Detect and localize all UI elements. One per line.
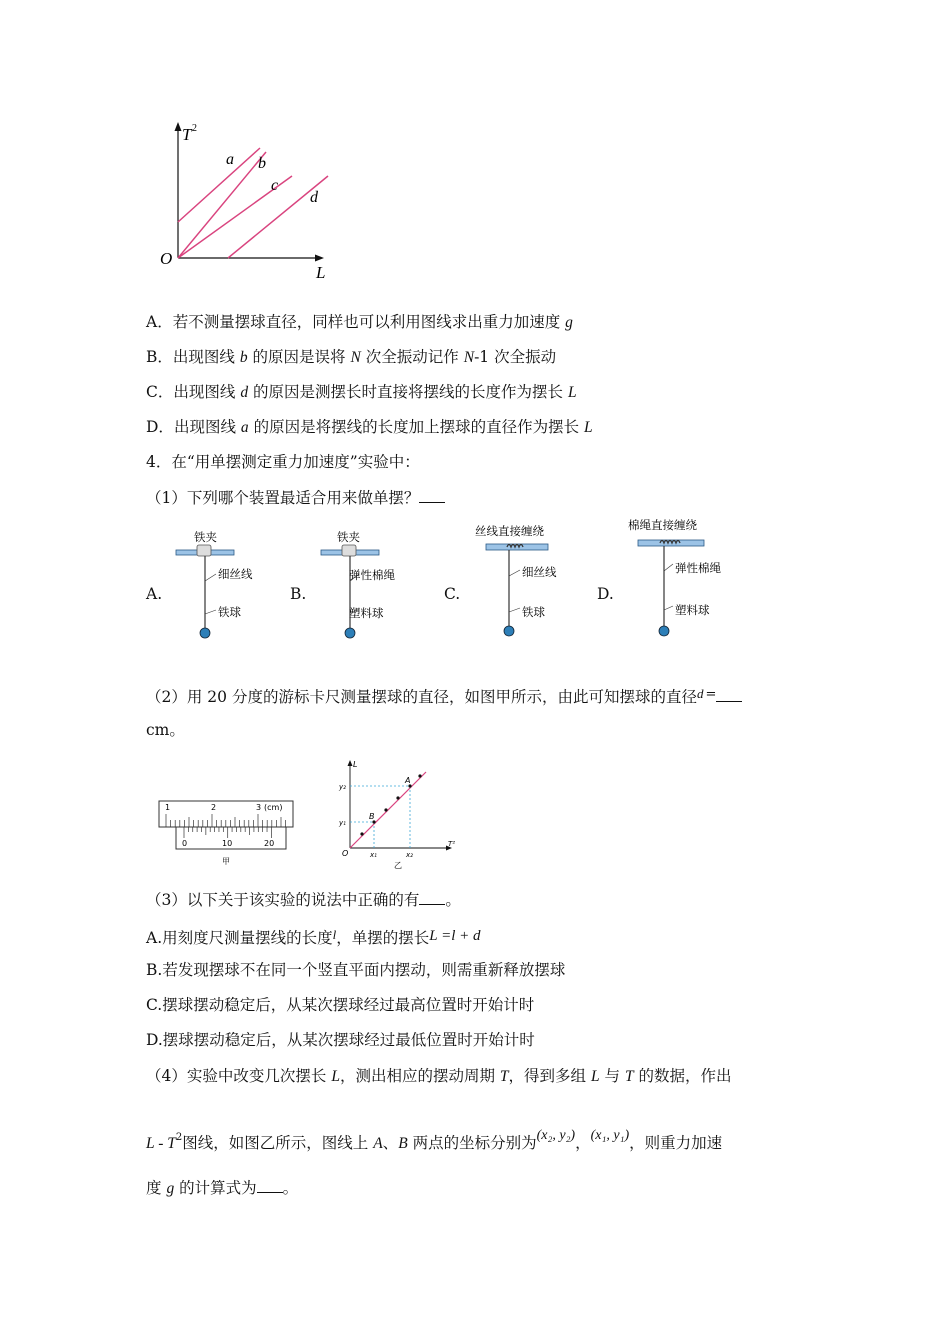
apparatus-c [474, 522, 584, 642]
svg-text:y₁: y₁ [339, 819, 346, 827]
svg-text:L: L [353, 760, 358, 769]
svg-text:0: 0 [182, 839, 188, 848]
svg-text:棉绳直接缠绕: 棉绳直接缠绕 [628, 518, 697, 532]
svg-text:y₂: y₂ [339, 783, 346, 791]
iron-ball-icon [504, 626, 514, 636]
apparatus-letter-c: C. [444, 585, 461, 603]
svg-text:细丝线: 细丝线 [218, 567, 253, 581]
answer-blank[interactable] [419, 890, 445, 905]
svg-text:B: B [369, 812, 375, 821]
y-axis-sup: 2 [192, 123, 197, 134]
line-label-b: b [258, 155, 266, 172]
question-4-part4-line2: L - $T^2$图线，如图乙所示，图线上 A、B 两点的坐标分别为(x₂, y₂)，(x₁, y₁)，则重力加速 [146, 1128, 723, 1152]
answer-blank[interactable] [716, 687, 742, 702]
question-4-part3: （3）以下关于该实验的说法中正确的有 。 [146, 891, 461, 909]
svg-text:细丝线: 细丝线 [522, 565, 557, 579]
line-label-a: a [226, 151, 234, 168]
svg-text:x₂: x₂ [406, 851, 413, 859]
line-label-c: c [271, 177, 279, 194]
iron-ball-icon [200, 628, 210, 638]
svg-text:20: 20 [264, 839, 275, 848]
svg-text:丝线直接缠绕: 丝线直接缠绕 [475, 524, 544, 538]
part3-option-d: D.摆球摆动稳定后，从某次摆球经过最低位置时开始计时 [146, 1031, 535, 1049]
svg-text:弹性棉绳: 弹性棉绳 [675, 561, 721, 575]
option-a: A．若不测量摆球直径，同样也可以利用图线求出重力加速度 g [146, 313, 573, 331]
apparatus-letter-b: B. [290, 585, 307, 603]
answer-blank[interactable] [419, 488, 445, 503]
plastic-ball-icon [345, 628, 355, 638]
part3-option-b: B.若发现摆球不在同一个竖直平面内摆动，则需重新释放摆球 [146, 961, 566, 979]
svg-text:(cm): (cm) [264, 803, 283, 812]
x-axis-label: L [316, 263, 326, 282]
svg-text:T²: T² [448, 840, 456, 848]
question-4-part4-line1: （4）实验中改变几次摆长 L，测出相应的摆动周期 T，得到多组 L 与 T 的数据，作出 [146, 1067, 732, 1085]
svg-text:3: 3 [256, 803, 262, 812]
plastic-ball-icon [659, 626, 669, 636]
answer-blank[interactable] [257, 1178, 283, 1193]
question-4-part1: （1）下列哪个装置最适合用来做单摆？ [146, 488, 445, 508]
part3-option-a: A.用刻度尺测量摆线的长度$^l$，单摆的摆长L =l + d [146, 927, 481, 947]
svg-text:甲: 甲 [222, 857, 230, 866]
svg-text:1: 1 [165, 803, 171, 812]
svg-text:O: O [342, 849, 349, 858]
option-c: C．出现图线 d 的原因是测摆长时直接将摆线的长度作为摆长 L [146, 383, 577, 401]
question-4-title: 4．在“用单摆测定重力加速度”实验中： [146, 453, 420, 471]
origin-label: O [160, 249, 173, 268]
apparatus-d [628, 516, 738, 642]
svg-text:10: 10 [222, 839, 233, 848]
question-4-part4-line3: 度 g 的计算式为 。 [146, 1179, 299, 1197]
svg-text:铁球: 铁球 [522, 605, 545, 619]
apparatus-a [172, 526, 272, 644]
svg-text:铁夹: 铁夹 [194, 530, 217, 544]
part3-option-c: C.摆球摆动稳定后，从某次摆球经过最高位置时开始计时 [146, 996, 535, 1014]
svg-text:铁夹: 铁夹 [337, 530, 360, 544]
svg-text:乙: 乙 [394, 861, 402, 870]
l-t2-graph [336, 756, 464, 872]
line-a [178, 148, 260, 222]
option-b: B．出现图线 b 的原因是误将 N 次全振动记作 N-1 次全振动 [146, 348, 557, 366]
svg-text:A: A [405, 776, 411, 785]
line-label-d: d [310, 189, 318, 206]
svg-text:铁球: 铁球 [218, 605, 241, 619]
option-d: D．出现图线 a 的原因是将摆线的长度加上摆球的直径作为摆长 L [146, 418, 593, 436]
svg-text:弹性棉绳: 弹性棉绳 [349, 568, 395, 582]
apparatus-letter-a: A. [146, 585, 163, 603]
svg-text:塑料球: 塑料球 [349, 606, 384, 620]
y-axis-label: T [182, 125, 192, 144]
vernier-caliper-figure [156, 798, 298, 870]
apparatus-b [319, 526, 419, 644]
t2-l-graph [150, 118, 350, 283]
svg-text:塑料球: 塑料球 [675, 603, 710, 617]
apparatus-letter-d: D. [597, 585, 614, 603]
question-4-part2-unit: cm。 [146, 721, 185, 739]
svg-text:x₁: x₁ [370, 851, 377, 859]
question-4-part2: （2）用 20 分度的游标卡尺测量摆球的直径，如图甲所示，由此可知摆球的直径$^d$ = [146, 684, 742, 707]
svg-text:2: 2 [211, 803, 217, 812]
